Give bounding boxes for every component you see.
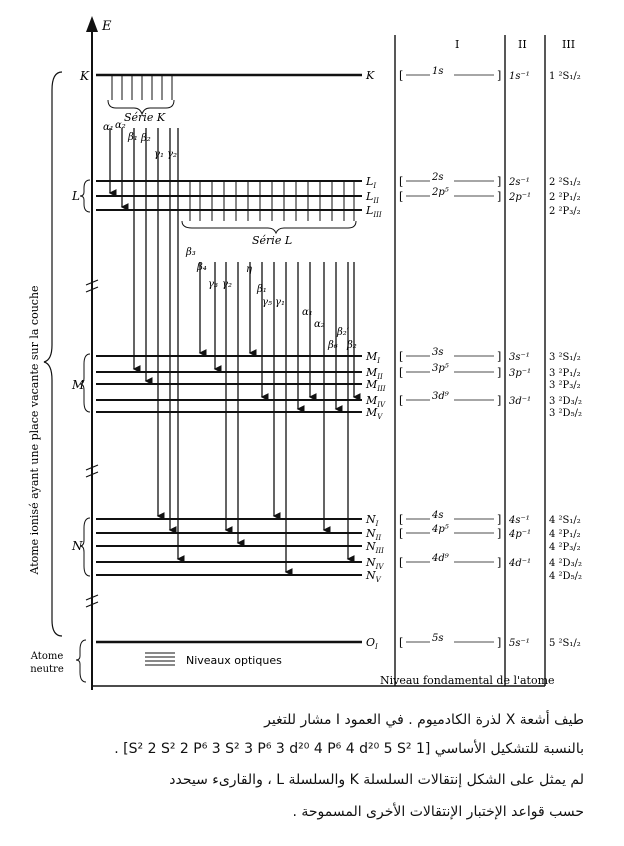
hole-label: 3s⁻¹ <box>509 352 530 363</box>
l-line-label: α₂ <box>314 319 325 330</box>
neutral-label: Atome <box>30 651 64 662</box>
config-bracket-open: [ <box>399 190 404 203</box>
config-label: 4d⁹ <box>432 553 449 564</box>
ground-level-label: Niveau fondamental de l'atome <box>380 674 555 687</box>
config-bracket-close: ] <box>497 556 502 569</box>
config-bracket-open: [ <box>399 527 404 540</box>
l-line-label: β₂′ <box>337 327 350 338</box>
svg-text:Niveaux optiques: Niveaux optiques <box>186 654 282 667</box>
hole-label: 4s⁻¹ <box>509 515 530 526</box>
l-line-label: γ₃ <box>208 279 218 290</box>
level-label: $N_V$ <box>366 569 381 584</box>
hole-label: 4p⁻¹ <box>509 529 532 540</box>
config-bracket-open: [ <box>399 513 404 526</box>
caption-line-1: طيف أشعة X لذرة الكادميوم . في العمود I مشار للتغير <box>264 712 584 728</box>
term-symbol: 5 ²S₁/₂ <box>549 638 581 649</box>
config-bracket-close: ] <box>497 190 502 203</box>
config-bracket-open: [ <box>399 350 404 363</box>
column-header-3: III <box>562 38 576 51</box>
level-label: $N_{II}$ <box>366 527 382 542</box>
series-l-label: Série L <box>252 234 293 247</box>
k-line-label: γ₁ <box>154 149 164 160</box>
l-line-label: β₆ <box>328 340 338 351</box>
brace-neutral <box>76 640 86 682</box>
config-bracket-open: [ <box>399 394 404 407</box>
hole-label: 3p⁻¹ <box>509 368 532 379</box>
term-symbol: 4 ²S₁/₂ <box>549 515 581 526</box>
config-bracket-close: ] <box>497 69 502 82</box>
caption-line-3: لم يمثل على الشكل إنتقالات السلسلة K والسلسلة L ، والقارىء سيحدد <box>169 772 584 788</box>
level-label: $M_{III}$ <box>366 378 386 393</box>
term-symbol: 4 ²D₅/₂ <box>549 571 582 582</box>
level-label: $L_{III}$ <box>366 204 382 219</box>
l-line-label: β₂ <box>347 340 357 351</box>
config-label: 3p⁵ <box>432 363 449 374</box>
level-label: $O_I$ <box>366 636 378 651</box>
config-bracket-close: ] <box>497 394 502 407</box>
config-bracket-close: ] <box>497 366 502 379</box>
config-label: 3s <box>432 347 444 358</box>
level-label: $N_{IV}$ <box>366 556 384 571</box>
hole-label: 5s⁻¹ <box>509 638 530 649</box>
config-bracket-open: [ <box>399 69 404 82</box>
hole-label: 2s⁻¹ <box>509 177 530 188</box>
series-l-brace <box>182 221 356 233</box>
config-bracket-open: [ <box>399 175 404 188</box>
term-symbol: 3 ²S₁/₂ <box>549 352 581 363</box>
config-label: 3d⁹ <box>432 391 449 402</box>
l-line-label: β₁ <box>257 284 267 295</box>
term-symbol: 3 ²P₃/₂ <box>549 380 581 391</box>
caption-line-2: بالنسبة للتشكيل الأساسي [1 S² 2 S² 2 P⁶ 3 S² 3 P⁶ 3 d²⁰ 4 P⁶ 4 d²⁰ 5 S²] . <box>114 741 584 757</box>
config-label: 4s <box>432 510 444 521</box>
term-symbol: 2 ²P₃/₂ <box>549 206 581 217</box>
brace-l <box>80 180 90 212</box>
term-symbol: 4 ²P₁/₂ <box>549 529 581 540</box>
caption-line-4: حسب قواعد الإختبار الإنتقالات الأخرى المسموحة . <box>292 804 584 820</box>
optical-levels-legend <box>145 653 282 667</box>
config-bracket-open: [ <box>399 366 404 379</box>
hole-label: 4d⁻¹ <box>509 558 532 569</box>
k-line-label: β₁ <box>128 132 138 143</box>
config-bracket-close: ] <box>497 175 502 188</box>
config-bracket-open: [ <box>399 556 404 569</box>
neutral-label: neutre <box>30 664 64 675</box>
l-line-label: β₃ <box>186 247 196 258</box>
level-label: $M_{II}$ <box>366 366 383 381</box>
shell-label-k: K <box>80 69 89 83</box>
config-bracket-close: ] <box>497 513 502 526</box>
config-bracket-open: [ <box>399 636 404 649</box>
config-label: 5s <box>432 633 444 644</box>
config-label: 4p⁵ <box>432 524 449 535</box>
l-line-label: α₁ <box>302 307 313 318</box>
config-label: 1s <box>432 66 444 77</box>
axis-label: E <box>102 19 112 34</box>
ionized-brace <box>44 72 62 636</box>
term-symbol: 2 ²P₁/₂ <box>549 192 581 203</box>
level-label: $M_V$ <box>366 406 383 421</box>
term-symbol: 3 ²D₅/₂ <box>549 408 582 419</box>
level-label: $L_{II}$ <box>366 190 379 205</box>
column-header-1: I <box>455 38 460 51</box>
level-label: $M_{IV}$ <box>366 394 386 409</box>
k-line-label: α₁ <box>103 122 114 133</box>
hole-label: 2p⁻¹ <box>509 192 532 203</box>
config-bracket-close: ] <box>497 350 502 363</box>
l-line-label: γ₅ <box>262 297 272 308</box>
k-line-label: β₂ <box>141 133 151 144</box>
term-symbol: 3 ²P₁/₂ <box>549 368 581 379</box>
term-symbol: 4 ²D₃/₂ <box>549 558 582 569</box>
hole-label: 3d⁻¹ <box>509 396 532 407</box>
shell-label-m: M <box>72 378 85 392</box>
shell-label-n: N <box>72 539 83 553</box>
series-k-label: Série K <box>124 111 166 124</box>
level-label: K <box>366 69 375 82</box>
l-line-label: η <box>246 264 252 275</box>
hole-label: 1s⁻¹ <box>509 71 530 82</box>
l-line-label: β₄ <box>197 262 207 273</box>
term-symbol: 1 ²S₁/₂ <box>549 71 581 82</box>
k-line-label: γ₂ <box>167 149 177 160</box>
level-label: $N_I$ <box>366 513 379 528</box>
config-bracket-close: ] <box>497 527 502 540</box>
k-line-label: α₂ <box>115 120 126 131</box>
axis-arrow-icon <box>86 16 98 32</box>
config-bracket-close: ] <box>497 636 502 649</box>
level-label: $L_I$ <box>366 175 377 190</box>
l-line-label: γ₂ <box>222 279 232 290</box>
term-symbol: 4 ²P₃/₂ <box>549 542 581 553</box>
config-label: 2s <box>432 172 444 183</box>
shell-label-l: L <box>72 189 80 203</box>
term-symbol: 2 ²S₁/₂ <box>549 177 581 188</box>
term-symbol: 3 ²D₃/₂ <box>549 396 582 407</box>
level-label: $M_I$ <box>366 350 381 365</box>
config-label: 2p⁵ <box>432 187 449 198</box>
vertical-label: Atome ionisé ayant une place vacante sur la couche <box>28 285 41 575</box>
level-label: $N_{III}$ <box>366 540 384 555</box>
column-header-2: II <box>518 38 527 51</box>
l-line-label: γ₁ <box>275 297 285 308</box>
